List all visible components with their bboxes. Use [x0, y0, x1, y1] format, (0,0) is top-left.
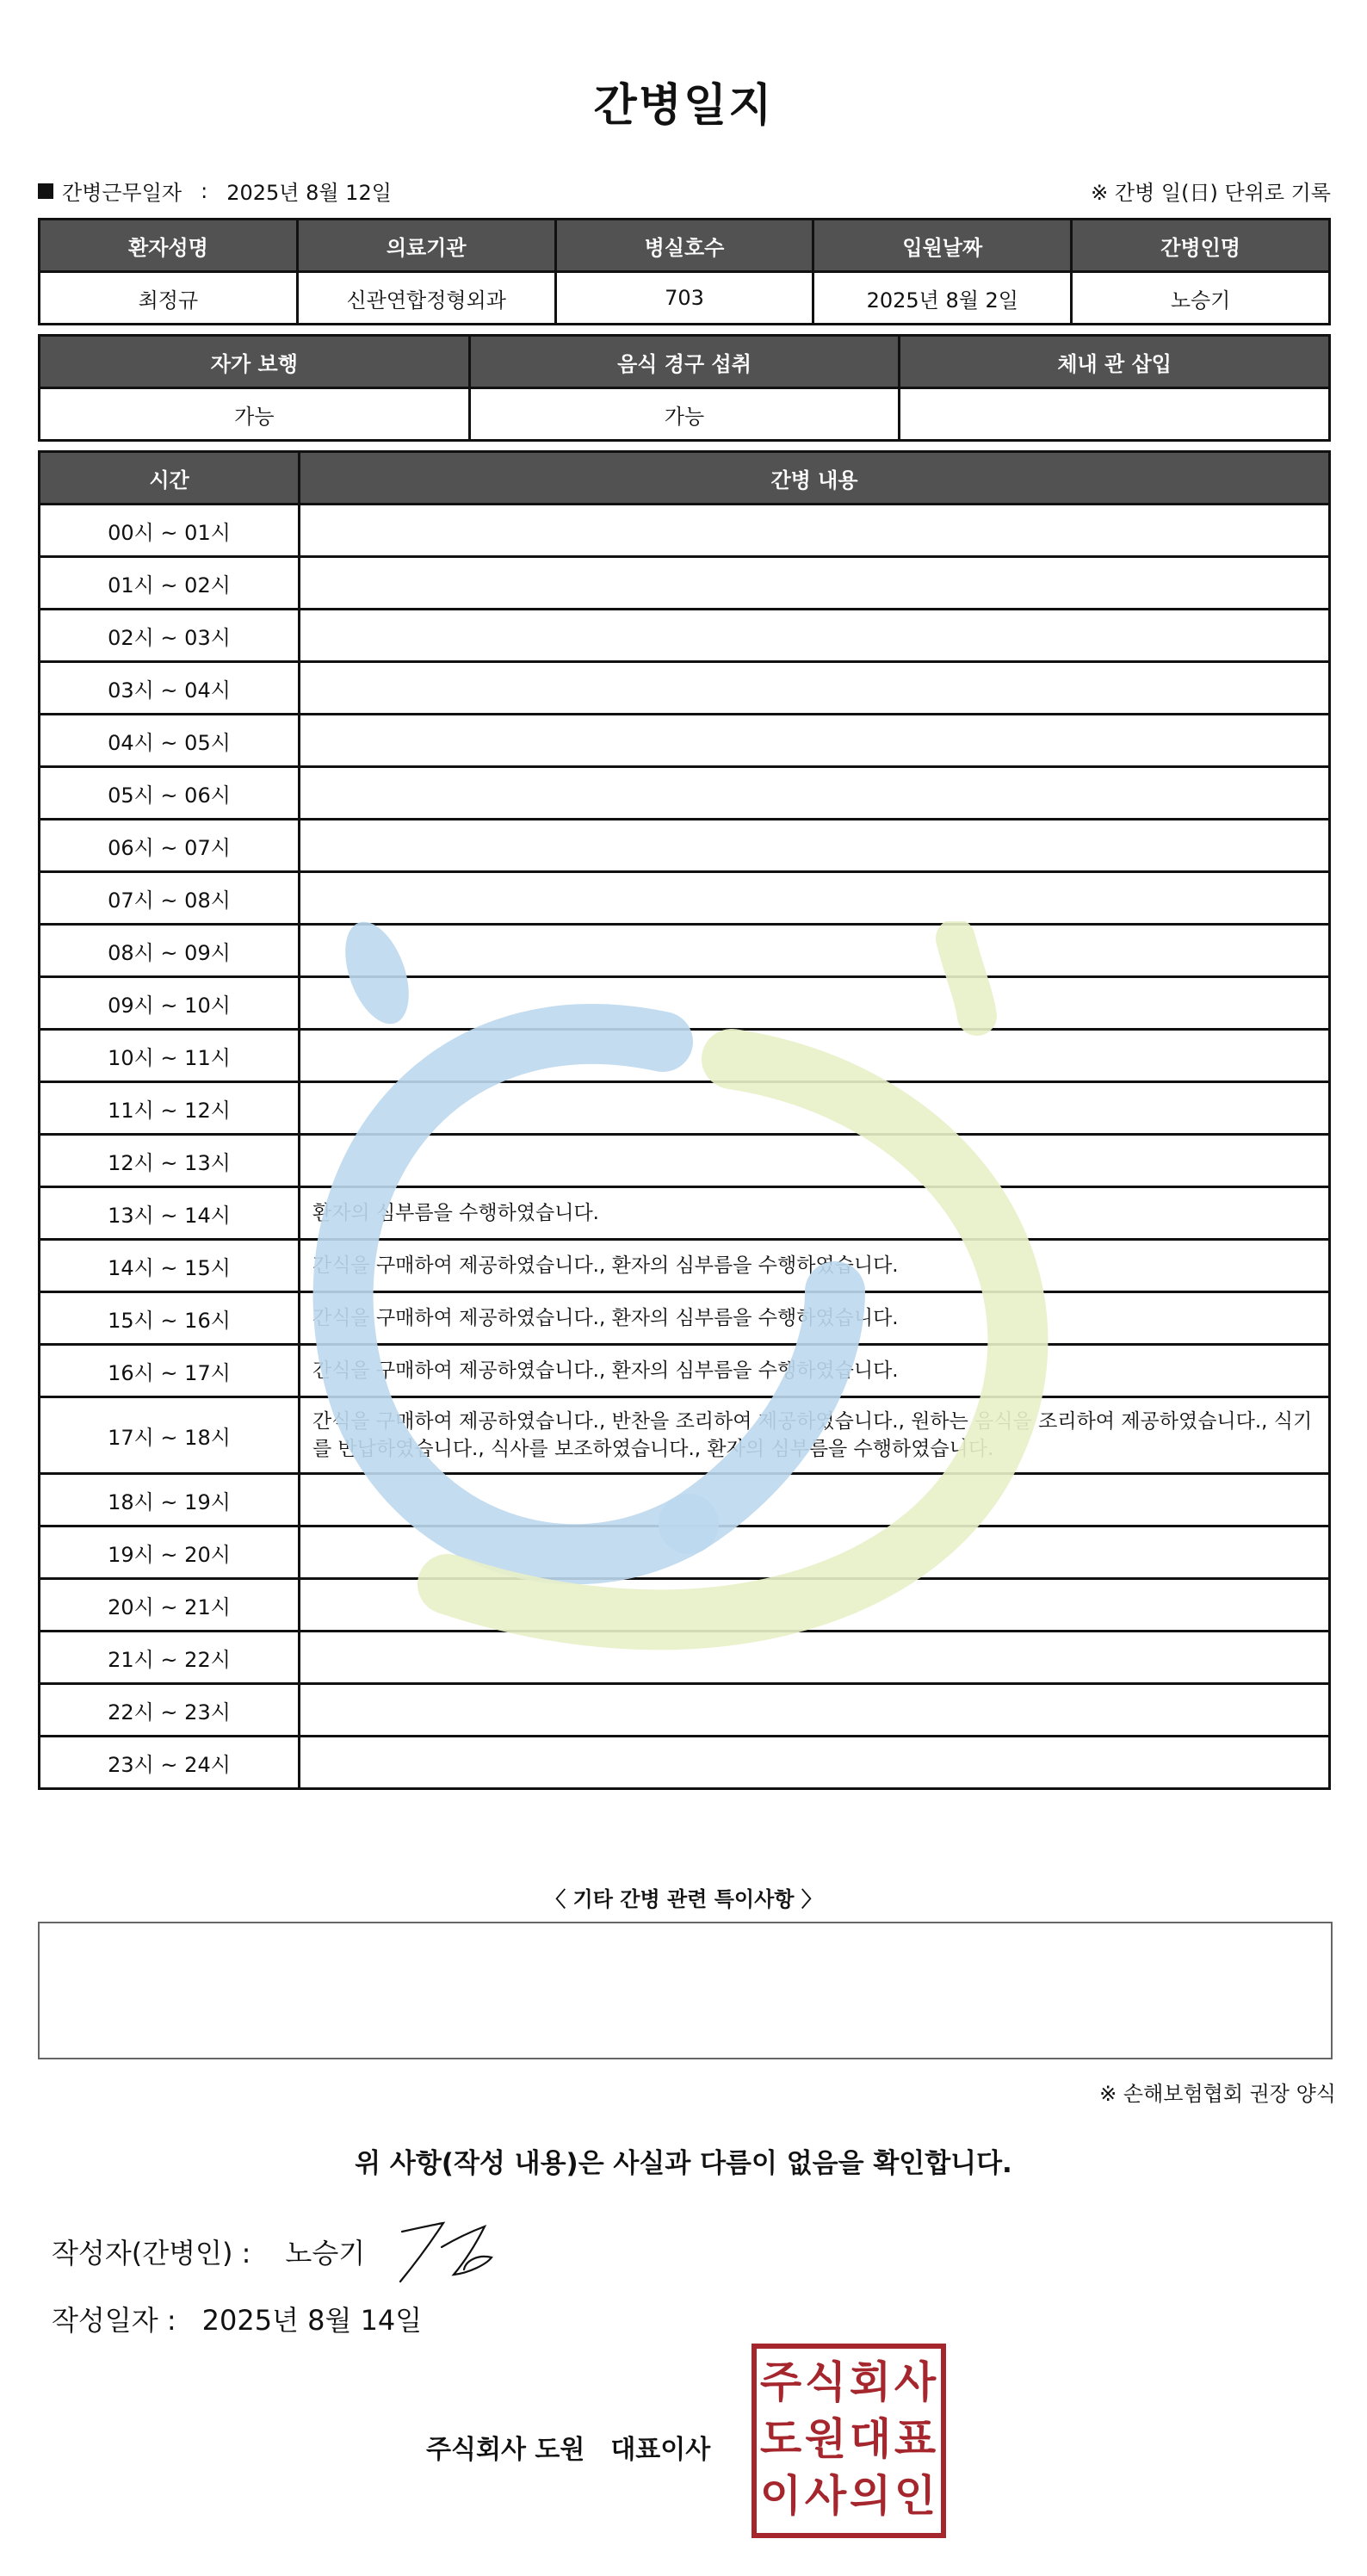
written-date-label: 작성일자 :	[52, 2304, 176, 2337]
work-date-label: 간병근무일자	[62, 181, 182, 205]
bullet-square-icon	[38, 183, 53, 199]
work-date-row	[38, 172, 1331, 207]
log-row	[40, 505, 1330, 557]
header-care-content: 간병 내용	[300, 452, 1330, 505]
seal-char: 식	[804, 2357, 847, 2407]
author-line	[52, 2232, 365, 2271]
seal-char: 인	[894, 2471, 937, 2521]
header-tube-insertion: 체내 관 삽입	[900, 336, 1330, 388]
log-row	[40, 1737, 1330, 1789]
log-content-cell: 간식을 구매하여 제공하였습니다., 환자의 심부름을 수행하였습니다.	[300, 1292, 1330, 1345]
log-time-cell: 03시 ~ 04시	[40, 662, 300, 715]
log-time-cell: 05시 ~ 06시	[40, 767, 300, 820]
log-time-cell: 17시 ~ 18시	[40, 1397, 300, 1474]
seal-char: 도	[759, 2414, 802, 2464]
log-content-cell: 간식을 구매하여 제공하였습니다., 환자의 심부름을 수행하였습니다.	[300, 1240, 1330, 1292]
log-row	[40, 1397, 1330, 1474]
form-source-note: ※ 손해보험협회 권장 양식	[1099, 2082, 1336, 2106]
log-row	[40, 1345, 1330, 1397]
log-time-cell: 23시 ~ 24시	[40, 1737, 300, 1789]
admission-date-value: 2025년 8월 2일	[813, 272, 1072, 325]
log-content-cell	[300, 1737, 1330, 1789]
log-row	[40, 1526, 1330, 1579]
seal-char: 사	[894, 2357, 937, 2407]
log-row	[40, 1579, 1330, 1632]
confirmation-statement: 위 사항(작성 내용)은 사실과 다름이 없음을 확인합니다.	[355, 2148, 1012, 2179]
patient-condition-table	[38, 334, 1331, 442]
log-row	[40, 610, 1330, 662]
ceo-title: 대표이사	[610, 2435, 711, 2465]
log-content-cell: 간식을 구매하여 제공하였습니다., 환자의 심부름을 수행하였습니다.	[300, 1345, 1330, 1397]
log-row	[40, 767, 1330, 820]
log-row	[40, 1684, 1330, 1737]
log-content-cell	[300, 925, 1330, 977]
patient-info-table	[38, 218, 1331, 325]
work-date-colon: :	[201, 178, 208, 203]
log-row	[40, 1632, 1330, 1684]
header-time: 시간	[40, 452, 300, 505]
log-content-cell	[300, 1684, 1330, 1737]
log-time-cell: 14시 ~ 15시	[40, 1240, 300, 1292]
caregiver-name-value: 노승기	[1072, 272, 1330, 325]
seal-char: 의	[849, 2471, 892, 2521]
log-row	[40, 820, 1330, 872]
company-name: 주식회사 도원	[426, 2435, 585, 2465]
log-row	[40, 1082, 1330, 1135]
tube-insertion-value	[900, 388, 1330, 441]
header-hospital: 의료기관	[297, 220, 555, 272]
log-content-cell	[300, 505, 1330, 557]
author-name: 노승기	[285, 2237, 366, 2269]
log-time-cell: 19시 ~ 20시	[40, 1526, 300, 1579]
log-time-cell: 09시 ~ 10시	[40, 977, 300, 1030]
log-row	[40, 557, 1330, 610]
hospital-value: 신관연합정형외과	[297, 272, 555, 325]
log-content-cell	[300, 1135, 1330, 1187]
log-row	[40, 1292, 1330, 1345]
log-content-cell	[300, 977, 1330, 1030]
header-admission-date: 입원날짜	[813, 220, 1072, 272]
log-content-cell	[300, 557, 1330, 610]
log-time-cell: 08시 ~ 09시	[40, 925, 300, 977]
oral-intake-value: 가능	[469, 388, 900, 441]
log-row	[40, 977, 1330, 1030]
log-content-cell	[300, 1030, 1330, 1082]
log-row	[40, 662, 1330, 715]
company-seal-icon	[752, 2344, 946, 2538]
log-content-cell	[300, 1632, 1330, 1684]
header-caregiver-name: 간병인명	[1072, 220, 1330, 272]
header-patient-name: 환자성명	[40, 220, 298, 272]
log-content-cell: 간식을 구매하여 제공하였습니다., 반찬을 조리하여 제공하였습니다., 원하는 음식을 조리하여 제공하였습니다., 식기를 반납하였습니다., 식사를 보조하였습니다., 환자의 심부름을 수행하였습니다.	[300, 1397, 1330, 1474]
special-notes-box	[38, 1922, 1333, 2059]
document-title: 간병일지	[593, 80, 774, 132]
log-content-cell	[300, 820, 1330, 872]
seal-char: 대	[849, 2414, 892, 2464]
log-row	[40, 1240, 1330, 1292]
log-time-cell: 01시 ~ 02시	[40, 557, 300, 610]
log-row	[40, 872, 1330, 925]
log-time-cell: 00시 ~ 01시	[40, 505, 300, 557]
log-content-cell	[300, 1526, 1330, 1579]
log-content-cell	[300, 715, 1330, 767]
seal-char: 이	[759, 2471, 802, 2521]
log-content-cell	[300, 1474, 1330, 1526]
log-row	[40, 925, 1330, 977]
seal-char: 표	[894, 2414, 937, 2464]
hourly-care-log-table	[38, 450, 1331, 1790]
log-row	[40, 715, 1330, 767]
log-time-cell: 20시 ~ 21시	[40, 1579, 300, 1632]
log-row	[40, 1030, 1330, 1082]
log-row	[40, 1135, 1330, 1187]
log-time-cell: 07시 ~ 08시	[40, 872, 300, 925]
daily-record-note: ※ 간병 일(日) 단위로 기록	[1091, 181, 1331, 205]
log-time-cell: 16시 ~ 17시	[40, 1345, 300, 1397]
patient-name-value: 최정규	[40, 272, 298, 325]
work-date-value: 2025년 8월 12일	[226, 181, 392, 205]
company-line	[426, 2428, 710, 2466]
log-time-cell: 11시 ~ 12시	[40, 1082, 300, 1135]
log-content-cell	[300, 662, 1330, 715]
log-time-cell: 21시 ~ 22시	[40, 1632, 300, 1684]
log-time-cell: 13시 ~ 14시	[40, 1187, 300, 1240]
log-content-cell	[300, 1082, 1330, 1135]
header-self-walking: 자가 보행	[40, 336, 470, 388]
log-content-cell	[300, 610, 1330, 662]
log-row	[40, 1187, 1330, 1240]
seal-char: 주	[759, 2357, 802, 2407]
log-time-cell: 06시 ~ 07시	[40, 820, 300, 872]
log-content-cell: 환자의 심부름을 수행하였습니다.	[300, 1187, 1330, 1240]
log-time-cell: 04시 ~ 05시	[40, 715, 300, 767]
log-content-cell	[300, 1579, 1330, 1632]
special-notes-title: 〈 기타 간병 관련 특이사항 〉	[545, 1887, 822, 1911]
log-time-cell: 12시 ~ 13시	[40, 1135, 300, 1187]
written-date-value: 2025년 8월 14일	[201, 2304, 423, 2337]
seal-char: 원	[804, 2414, 847, 2464]
written-date-line	[52, 2299, 422, 2338]
log-time-cell: 15시 ~ 16시	[40, 1292, 300, 1345]
self-walking-value: 가능	[40, 388, 470, 441]
room-number-value: 703	[555, 272, 813, 325]
log-content-cell	[300, 767, 1330, 820]
log-time-cell: 18시 ~ 19시	[40, 1474, 300, 1526]
log-content-cell	[300, 872, 1330, 925]
signature-icon	[392, 2213, 504, 2290]
seal-char: 회	[849, 2357, 892, 2407]
seal-char: 사	[804, 2471, 847, 2521]
log-time-cell: 22시 ~ 23시	[40, 1684, 300, 1737]
author-label: 작성자(간병인) :	[52, 2237, 251, 2269]
log-time-cell: 10시 ~ 11시	[40, 1030, 300, 1082]
log-time-cell: 02시 ~ 03시	[40, 610, 300, 662]
log-row	[40, 1474, 1330, 1526]
header-oral-intake: 음식 경구 섭취	[469, 336, 900, 388]
header-room-number: 병실호수	[555, 220, 813, 272]
